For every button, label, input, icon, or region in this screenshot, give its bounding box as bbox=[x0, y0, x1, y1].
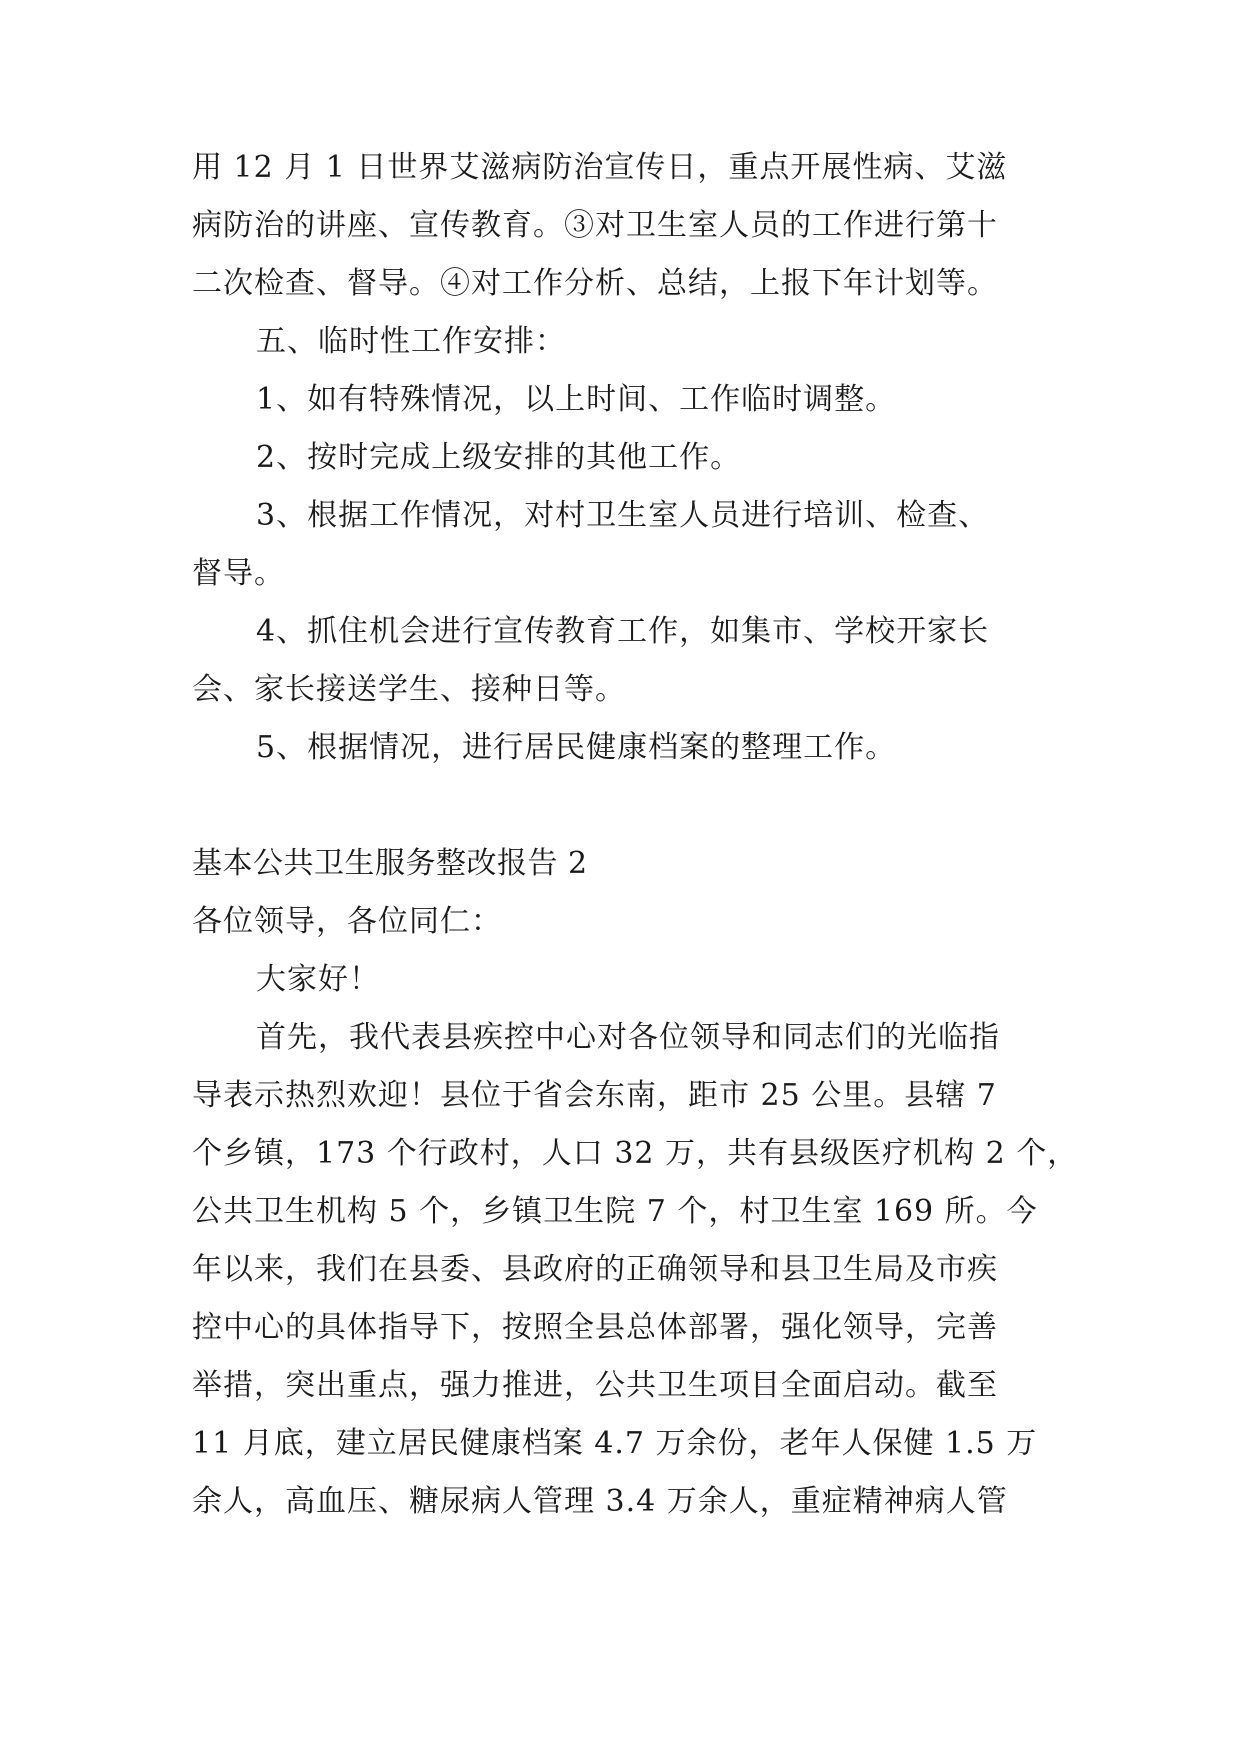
body-line: 导表示热烈欢迎！县位于省会东南，距市 25 公里。县辖 7 bbox=[192, 1078, 997, 1113]
list-item: 5、根据情况，进行居民健康档案的整理工作。 bbox=[256, 730, 897, 765]
paragraph-line: 用 12 月 1 日世界艾滋病防治宣传日，重点开展性病、艾滋 bbox=[192, 150, 1008, 185]
list-item: 3、根据工作情况，对村卫生室人员进行培训、检查、 bbox=[256, 498, 990, 533]
body-line: 控中心的具体指导下，按照全县总体部署，强化领导，完善 bbox=[192, 1310, 998, 1345]
document-title: 基本公共卫生服务整改报告 2 bbox=[192, 846, 588, 881]
body-line: 余人，高血压、糖尿病人管理 3.4 万余人，重症精神病人管 bbox=[192, 1484, 1008, 1519]
list-item: 1、如有特殊情况，以上时间、工作临时调整。 bbox=[256, 382, 897, 417]
paragraph-line: 二次检查、督导。④对工作分析、总结，上报下年计划等。 bbox=[192, 266, 998, 301]
section-heading: 五、临时性工作安排： bbox=[256, 324, 566, 359]
list-item: 2、按时完成上级安排的其他工作。 bbox=[256, 440, 742, 475]
body-line: 11 月底，建立居民健康档案 4.7 万余份，老年人保健 1.5 万 bbox=[192, 1426, 1038, 1461]
salutation: 各位领导，各位同仁： bbox=[192, 904, 502, 939]
list-item-continuation: 督导。 bbox=[192, 556, 285, 591]
greeting: 大家好！ bbox=[256, 962, 380, 997]
body-line: 年以来，我们在县委、县政府的正确领导和县卫生局及市疾 bbox=[192, 1252, 998, 1287]
body-line: 首先，我代表县疾控中心对各位领导和同志们的光临指 bbox=[256, 1020, 1000, 1055]
list-item-continuation: 会、家长接送学生、接种日等。 bbox=[192, 672, 626, 707]
body-line: 公共卫生机构 5 个，乡镇卫生院 7 个，村卫生室 169 所。今 bbox=[192, 1194, 1038, 1229]
body-line: 举措，突出重点，强力推进，公共卫生项目全面启动。截至 bbox=[192, 1368, 998, 1403]
paragraph-line: 病防治的讲座、宣传教育。③对卫生室人员的工作进行第十 bbox=[192, 208, 998, 243]
list-item: 4、抓住机会进行宣传教育工作，如集市、学校开家长 bbox=[256, 614, 990, 649]
body-line: 个乡镇，173 个行政村，人口 32 万，共有县级医疗机构 2 个， bbox=[192, 1136, 1079, 1171]
